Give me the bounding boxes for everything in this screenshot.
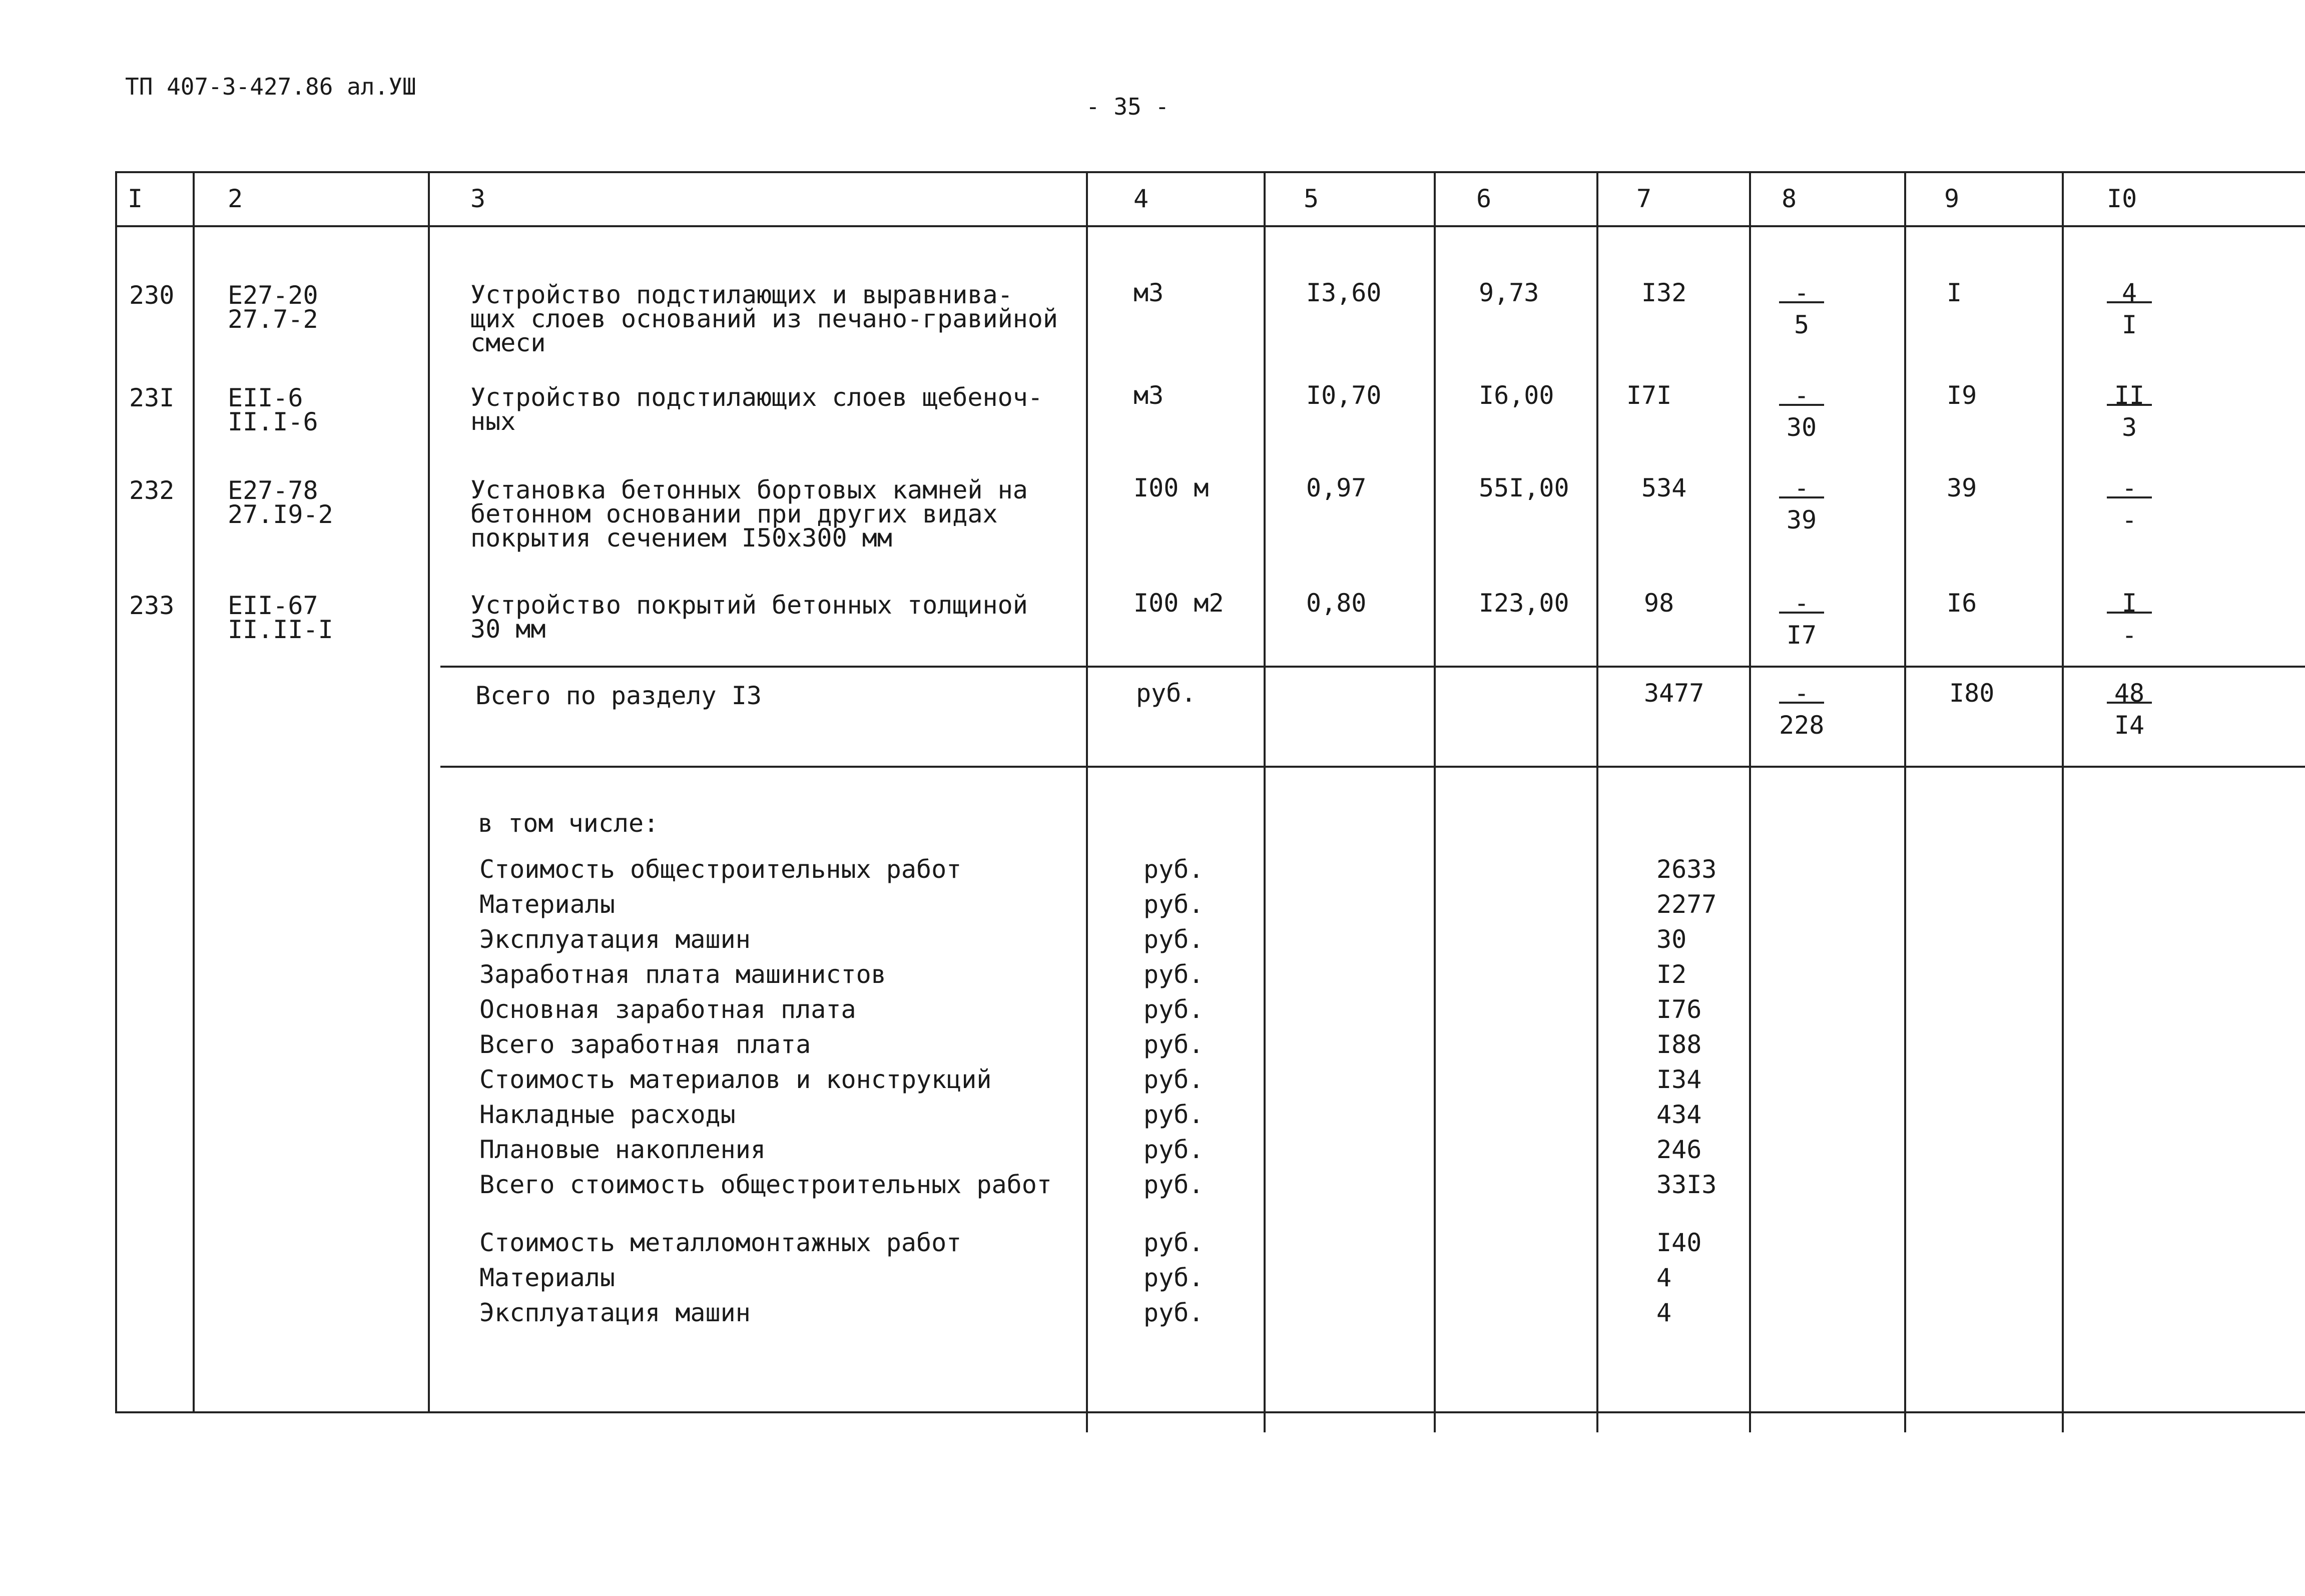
col7-value: 98 <box>1644 589 1674 618</box>
breakdown-label: Всего заработная плата <box>479 1030 811 1059</box>
col-border-6 <box>1596 171 1598 1432</box>
work-description: Устройство подстилающих и выравнива- щих слоев оснований из печано-гравийной смеси <box>470 280 1058 357</box>
breakdown-value: I34 <box>1656 1065 1702 1094</box>
col-header-8: 8 <box>1782 184 1797 213</box>
col-header-2: 2 <box>228 184 243 213</box>
col9-value: 39 <box>1947 473 1977 502</box>
breakdown-unit: руб. <box>1143 1228 1204 1257</box>
col-border-9 <box>2062 171 2064 1432</box>
table-bottom-border <box>115 1411 2305 1413</box>
row-number: 23I <box>129 383 175 412</box>
row-number: 233 <box>129 591 175 620</box>
total-col8-fraction: - 228 <box>1779 679 1825 740</box>
breakdown-value: 33I3 <box>1656 1170 1717 1199</box>
col10-fraction: $\frac{4}{I}$ <box>2107 280 2152 337</box>
col-header-3: 3 <box>470 184 486 213</box>
breakdown-label: Накладные расходы <box>479 1100 736 1129</box>
col5-value: 0,97 <box>1306 473 1367 502</box>
col6-value: 55I,00 <box>1479 473 1569 502</box>
header-bottom-border <box>115 225 2305 227</box>
breakdown-unit: руб. <box>1143 1100 1204 1129</box>
breakdown-unit: руб. <box>1143 995 1204 1024</box>
breakdown-label: Стоимость общестроительных работ <box>479 855 962 884</box>
breakdown-label: Заработная плата машинистов <box>479 960 886 989</box>
breakdown-value: I40 <box>1656 1228 1702 1257</box>
unit: м3 <box>1133 278 1164 307</box>
col-border-4 <box>1264 171 1266 1432</box>
work-description: Устройство подстилающих слоев щебеноч- ных <box>470 383 1043 436</box>
col8-fraction: - 39 <box>1779 475 1824 533</box>
work-description: Устройство покрытий бетонных толщиной 30 мм <box>470 591 1028 644</box>
col6-value: I6,00 <box>1479 381 1554 410</box>
breakdown-unit: руб. <box>1143 1065 1204 1094</box>
breakdown-value: 30 <box>1656 925 1687 954</box>
total-col10-fraction: $\frac{48}{I4}$ <box>2107 681 2152 738</box>
norm-code: Е27-20 <box>228 281 318 310</box>
breakdown-value: 246 <box>1656 1135 1702 1164</box>
col-border-3 <box>1086 171 1088 1432</box>
page-number: - 35 - <box>1086 93 1170 120</box>
col8-fraction: - I7 <box>1779 591 1824 648</box>
breakdown-label: Всего стоимость общестроительных работ <box>479 1170 1052 1199</box>
breakdown-unit: руб. <box>1143 1030 1204 1059</box>
work-description: Установка бетонных бортовых камней на бетонном основании при других видах покрытия сечением I50х300 мм <box>470 475 1028 553</box>
breakdown-label: Материалы <box>479 1263 615 1292</box>
col8-fraction: - 30 <box>1779 383 1824 440</box>
total-unit: руб. <box>1136 679 1197 708</box>
breakdown-label: Основная заработная плата <box>479 995 856 1024</box>
col-border-1 <box>193 171 195 1412</box>
col9-value: I6 <box>1947 589 1977 618</box>
norm-subcode: II.I-6 <box>228 407 318 436</box>
col5-value: I3,60 <box>1306 278 1382 307</box>
row-number: 230 <box>129 281 175 310</box>
col-header-4: 4 <box>1133 184 1149 213</box>
breakdown-value: 434 <box>1656 1100 1702 1129</box>
breakdown-unit: руб. <box>1143 1263 1204 1292</box>
row-number: 232 <box>129 476 175 505</box>
breakdown-title: в том числе: <box>478 809 659 838</box>
breakdown-unit: руб. <box>1143 925 1204 954</box>
norm-subcode: 27.I9-2 <box>228 500 333 529</box>
breakdown-unit: руб. <box>1143 855 1204 884</box>
breakdown-value: I88 <box>1656 1030 1702 1059</box>
col-header-1: I <box>128 184 143 213</box>
col-header-6: 6 <box>1476 184 1492 213</box>
unit: I00 м2 <box>1133 589 1224 618</box>
breakdown-unit: руб. <box>1143 1170 1204 1199</box>
document-code: ТП 407-3-427.86 ал.УШ <box>125 73 416 100</box>
col10-fraction: I - <box>2107 591 2152 648</box>
total-col7: 3477 <box>1644 679 1704 708</box>
breakdown-value: 4 <box>1656 1263 1672 1292</box>
norm-code: Е27-78 <box>228 476 318 505</box>
breakdown-unit: руб. <box>1143 1298 1204 1327</box>
norm-code: ЕII-6 <box>228 383 303 412</box>
col-border-2 <box>428 171 430 1412</box>
col7-value: I32 <box>1641 278 1687 307</box>
col-border-0 <box>115 171 117 1412</box>
breakdown-label: Материалы <box>479 890 615 919</box>
col8-fraction: - 5 <box>1779 280 1824 337</box>
breakdown-unit: руб. <box>1143 960 1204 989</box>
col6-value: 9,73 <box>1479 278 1539 307</box>
breakdown-label: Стоимость материалов и конструкций <box>479 1065 992 1094</box>
col-header-5: 5 <box>1304 184 1319 213</box>
total-label: Всего по разделу I3 <box>475 681 762 710</box>
breakdown-label: Стоимость металломонтажных работ <box>479 1228 962 1257</box>
col-header-7: 7 <box>1636 184 1652 213</box>
breakdown-value: I76 <box>1656 995 1702 1024</box>
col-border-5 <box>1434 171 1436 1432</box>
table-top-border <box>115 171 2305 173</box>
unit: м3 <box>1133 381 1164 410</box>
unit: I00 м <box>1133 473 1209 502</box>
col10-fraction: - - <box>2107 475 2152 533</box>
col7-value: I7I <box>1626 381 1672 410</box>
col9-value: I <box>1947 278 1962 307</box>
norm-subcode: II.II-I <box>228 615 333 644</box>
breakdown-value: 2633 <box>1656 855 1717 884</box>
breakdown-label: Эксплуатация машин <box>479 925 751 954</box>
col5-value: I0,70 <box>1306 381 1382 410</box>
total-col9: I80 <box>1949 679 1995 708</box>
col6-value: I23,00 <box>1479 589 1569 618</box>
breakdown-label: Эксплуатация машин <box>479 1298 751 1327</box>
col-border-8 <box>1904 171 1906 1432</box>
breakdown-value: 4 <box>1656 1298 1672 1327</box>
breakdown-label: Плановые накопления <box>479 1135 766 1164</box>
col-header-10: I0 <box>2107 184 2137 213</box>
breakdown-unit: руб. <box>1143 890 1204 919</box>
breakdown-unit: руб. <box>1143 1135 1204 1164</box>
col7-value: 534 <box>1641 473 1687 502</box>
total-bottom-border <box>440 766 2305 768</box>
norm-subcode: 27.7-2 <box>228 305 318 334</box>
col9-value: I9 <box>1947 381 1977 410</box>
breakdown-value: I2 <box>1656 960 1687 989</box>
norm-code: ЕII-67 <box>228 591 318 620</box>
col5-value: 0,80 <box>1306 589 1367 618</box>
col10-fraction: $\frac{II}{3}$ <box>2107 383 2152 440</box>
total-top-border <box>440 666 2305 668</box>
breakdown-value: 2277 <box>1656 890 1717 919</box>
col-border-7 <box>1749 171 1751 1432</box>
col-header-9: 9 <box>1944 184 1960 213</box>
